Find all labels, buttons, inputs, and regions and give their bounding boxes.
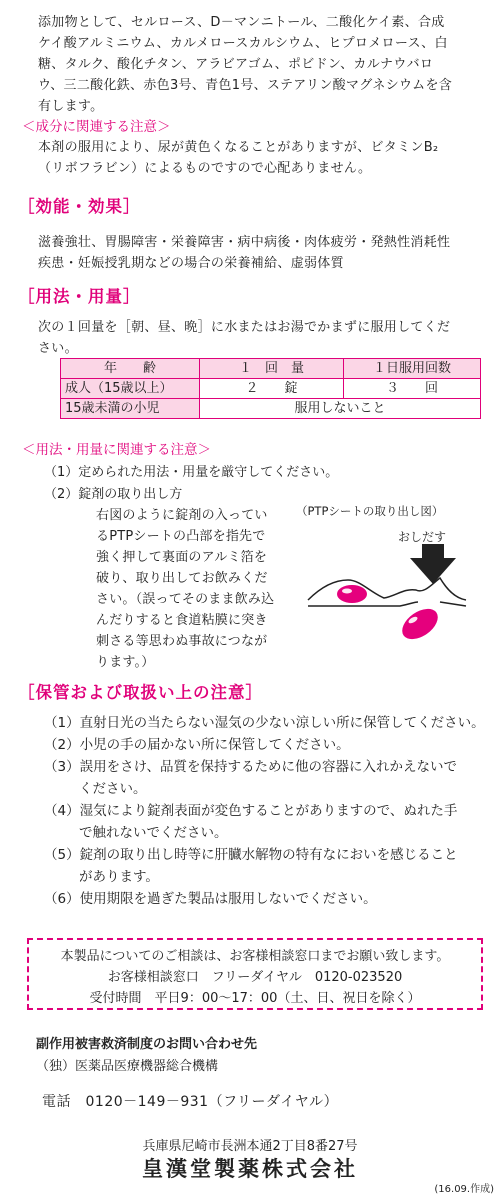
tablet-left (337, 585, 367, 603)
ptp-line: 右図のように錠剤の入ってい (96, 508, 268, 523)
dosage-table (60, 358, 481, 419)
row-adult-count: ３ 回 (344, 379, 481, 399)
efficacy-text (38, 232, 486, 274)
ptp-line: ります。） (96, 655, 155, 670)
header-daily-count: １日服用回数 (344, 359, 481, 379)
ingredients-line: ケイ酸アルミニウム、カルメロースカルシウム、ヒプロメロース、白 (38, 36, 448, 51)
ptp-sheet-outline (308, 578, 466, 600)
ptp-line: 刺さる等思わぬ事故につなが (96, 634, 268, 649)
ingredient-caution-title: ＜成分に関連する注意＞ (22, 119, 171, 135)
dosage-line: さい。 (38, 341, 78, 356)
efficacy-line: 疾患・妊娠授乳期などの場合の栄養補給、虚弱体質 (38, 256, 344, 271)
company-name: 皇漢堂製薬株式会社 (142, 1157, 358, 1181)
relief-title: 副作用被害救済制度のお問い合わせ先 (36, 1037, 258, 1052)
relief-org: （独）医薬品医療機器総合機構 (36, 1059, 219, 1074)
storage-item: （4）湿気により錠剤表面が変色することがありますので、ぬれた手 (44, 803, 458, 819)
ingredient-caution-text (38, 137, 486, 179)
storage-item: （5）錠剤の取り出し時等に肝臓水解物の特有なにおいを感じること (44, 847, 458, 863)
row-adult-age: 成人（15歳以上） (61, 379, 200, 399)
ingredients-line: ウ、三二酸化鉄、赤色3号、青色1号、ステアリン酸マグネシウムを含 (38, 78, 453, 93)
company-address: 兵庫県尼崎市長洲本通2丁目8番27号 (142, 1139, 358, 1154)
row-child-age: 15歳未満の小児 (61, 399, 200, 419)
storage-item: （1）直射日光の当たらない湿気の少ない涼しい所に保管してください。 (44, 715, 485, 731)
contact-phone: お客様相談窓口 フリーダイヤル 0120-023520 (107, 970, 403, 985)
ptp-instructions (96, 505, 286, 673)
row-child-note: 服用しないこと (200, 399, 481, 419)
ptp-line: さい。（誤ってそのまま飲み込 (96, 592, 275, 607)
ingredients-line: 有します。 (38, 99, 104, 114)
push-arrow-icon (410, 544, 456, 584)
header-age: 年 齢 (61, 359, 200, 379)
ingredients-line: 糖、タルク、酸化チタン、アラビアゴム、ポビドン、カルナウバロ (38, 57, 434, 72)
storage-item: （6）使用期限を過ぎた製品は服用しないでください。 (44, 891, 377, 907)
dosage-caution-title: ＜用法・用量に関連する注意＞ (22, 442, 211, 458)
ptp-diagram (300, 540, 480, 655)
created-date: (16.09.作成) (434, 1184, 494, 1195)
ptp-line: んだりすると食道粘膜に突き (96, 613, 268, 628)
figure-caption: （PTPシートの取り出し図） (296, 504, 444, 518)
efficacy-heading: ［効能・効果］ (18, 197, 141, 216)
storage-item: （2）小児の手の届かない所に保管してください。 (44, 737, 350, 753)
relief-phone: 電話 0120－149－931（フリーダイヤル） (42, 1094, 339, 1110)
dosage-line: 次の１回量を［朝、昼、晩］に水またはお湯でかまずに服用してくだ (38, 320, 451, 335)
ingredient-caution-line: （リボフラビン）によるものですので心配ありません。 (38, 161, 372, 176)
dosage-caution-item: （2）錠剤の取り出し方 (44, 487, 183, 502)
ptp-line: 破り、取り出してお飲みくだ (96, 571, 268, 586)
storage-item-cont: があります。 (79, 869, 159, 885)
storage-list (44, 712, 489, 910)
storage-item: （3）誤用をさけ、品質を保持するために他の容器に入れかえないで (44, 759, 458, 775)
dosage-table-row (61, 399, 481, 419)
dosage-heading: ［用法・用量］ (18, 287, 141, 306)
ptp-line: 強く押して裏面のアルミ箔を (96, 550, 268, 565)
header-dose: １ 回 量 (200, 359, 344, 379)
tablet-popped (397, 603, 444, 646)
dosage-text (38, 317, 486, 359)
storage-heading: ［保管および取扱い上の注意］ (18, 683, 263, 702)
dosage-caution-item: （1）定められた用法・用量を厳守してください。 (44, 465, 339, 480)
figure-label: おしだす (398, 530, 447, 544)
contact-line: 本製品についてのご相談は、お客様相談窓口までお願い致します。 (60, 949, 450, 964)
efficacy-line: 滋養強壮、胃腸障害・栄養障害・病中病後・肉体疲労・発熱性消耗性 (38, 235, 451, 250)
contact-hours: 受付時間 平日9：00～17：00（土、日、祝日を除く） (89, 991, 421, 1006)
ingredients-text (38, 12, 486, 117)
row-adult-dose: ２ 錠 (200, 379, 344, 399)
dosage-table-header (61, 359, 481, 379)
storage-item-cont: ください。 (79, 781, 147, 797)
ptp-line: るPTPシートの凸部を指先で (96, 529, 266, 544)
dosage-table-row (61, 379, 481, 399)
contact-box (27, 938, 483, 1010)
ingredient-caution-line: 本剤の服用により、尿が黄色くなることがありますが、ビタミンB₂ (38, 140, 439, 155)
ingredients-line: 添加物として、セルロース、D－マンニトール、二酸化ケイ素、合成 (38, 15, 445, 30)
storage-item-cont: で触れないでください。 (79, 825, 228, 841)
